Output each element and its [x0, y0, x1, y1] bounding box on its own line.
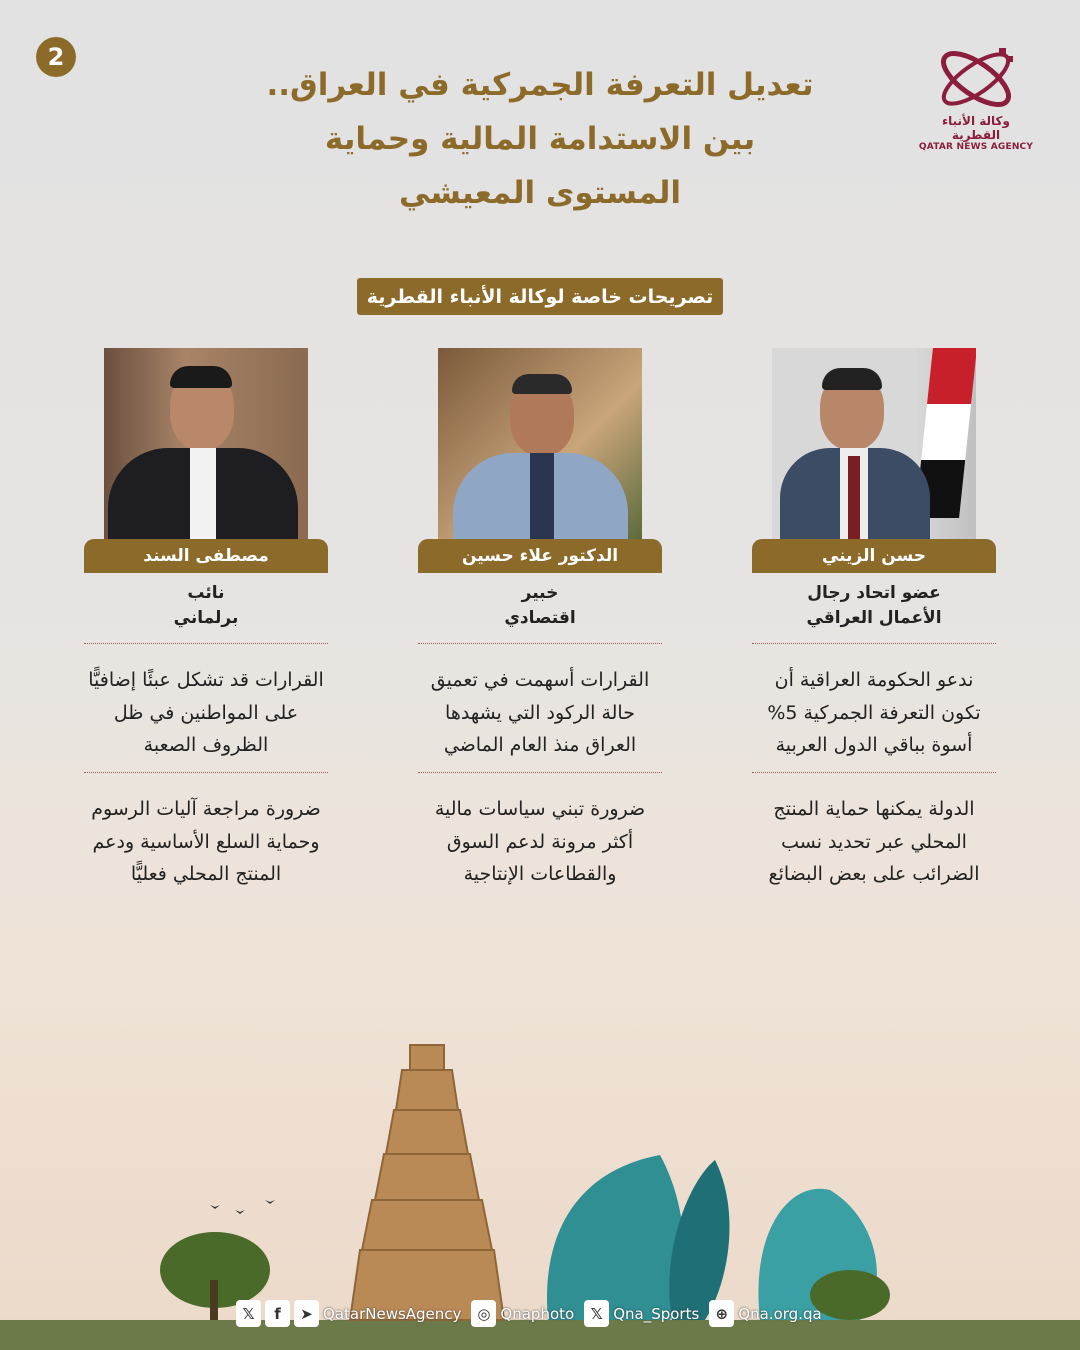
instagram-icon[interactable]: ◎: [471, 1300, 496, 1327]
person-photo: [438, 348, 642, 539]
telegram-icon[interactable]: ➤: [294, 1300, 319, 1327]
title-line: المستوى المعيشي: [399, 175, 681, 211]
instagram-link[interactable]: Qnaphoto: [500, 1304, 575, 1323]
role-line: اقتصادي: [504, 608, 576, 628]
x-sports-icon[interactable]: 𝕏: [584, 1300, 609, 1327]
person-photo: [104, 348, 308, 539]
social-footer: [236, 1300, 828, 1327]
title-line: تعديل التعرفة الجمركية في العراق..: [266, 67, 814, 103]
birds: [210, 1200, 275, 1214]
person-name: حسن الزيني: [752, 539, 996, 573]
person-photo: [772, 348, 976, 539]
role-line: برلماني: [173, 608, 239, 628]
person-name: الدكتور علاء حسين: [418, 539, 662, 573]
website-link[interactable]: Qna.org.qa: [738, 1304, 822, 1323]
person-card: [752, 348, 996, 891]
qna-emblem-icon: [931, 44, 1021, 110]
facebook-icon[interactable]: f: [265, 1300, 290, 1327]
subtitle-banner: تصريحات خاصة لوكالة الأنباء القطرية: [357, 278, 723, 315]
person-role: [174, 581, 239, 633]
malwiya-minaret: [350, 1045, 504, 1320]
x-icon[interactable]: 𝕏: [236, 1300, 261, 1327]
quote: القرارات قد تشكل عبئًا إضافيًّا على المواطنين في ظل الظروف الصعبة: [88, 669, 324, 756]
role-line: عضو اتحاد رجال: [807, 583, 941, 603]
quote: ندعو الحكومة العراقية أن تكون التعرفة الجمركية 5% أسوة بباقي الدول العربية: [767, 669, 981, 756]
title-line: بين الاستدامة المالية وحماية: [324, 121, 756, 157]
divider: [752, 772, 996, 773]
qna-logo: [918, 44, 1034, 152]
x-handle-link[interactable]: QatarNewsAgency: [323, 1304, 462, 1323]
divider: [84, 772, 328, 773]
logo-arabic: وكالة الأنباء القطرية: [942, 114, 1010, 142]
divider: [418, 772, 662, 773]
role-line: خبير: [521, 583, 559, 603]
statements: [84, 348, 996, 891]
sports-link[interactable]: Qna_Sports: [613, 1304, 700, 1323]
person-card: [418, 348, 662, 891]
quote: الدولة يمكنها حماية المنتج المحلي عبر تحديد نسب الضرائب على بعض البضائع: [768, 798, 980, 885]
divider: [418, 643, 662, 644]
person-role: [504, 581, 575, 633]
quote: القرارات أسهمت في تعميق حالة الركود التي يشهدها العراق منذ العام الماضي: [430, 669, 650, 756]
quote: ضرورة مراجعة آليات الرسوم وحماية السلع الأساسية ودعم المنتج المحلي فعليًّا: [91, 798, 321, 885]
logo-english: QATAR NEWS AGENCY: [918, 142, 1034, 152]
quote: ضرورة تبني سياسات مالية أكثر مرونة لدعم السوق والقطاعات الإنتاجية: [434, 798, 646, 885]
globe-icon[interactable]: ⊕: [709, 1300, 734, 1327]
role-line: الأعمال العراقي: [806, 608, 942, 628]
person-card: [84, 348, 328, 891]
divider: [752, 643, 996, 644]
page-title: [200, 58, 880, 220]
role-line: نائب: [187, 583, 225, 603]
person-role: [806, 581, 941, 633]
person-name: مصطفى السند: [84, 539, 328, 573]
divider: [84, 643, 328, 644]
page-number-badge: 2: [36, 37, 76, 77]
